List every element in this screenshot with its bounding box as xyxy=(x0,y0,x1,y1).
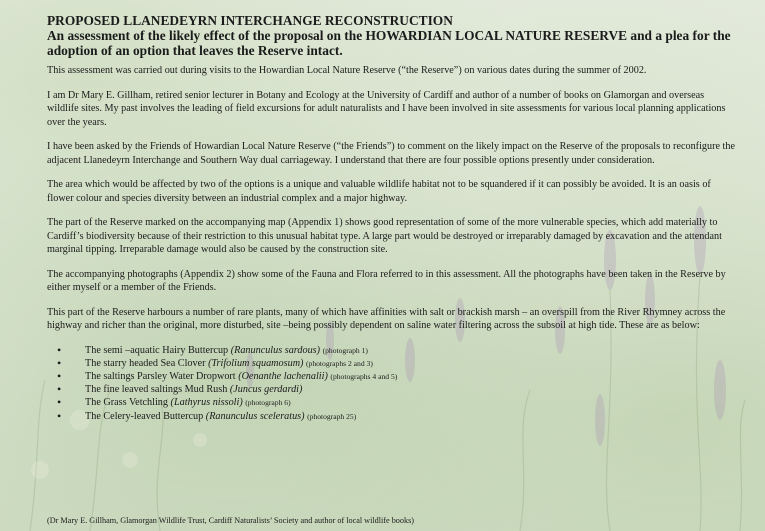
list-item xyxy=(57,383,737,396)
paragraph-friends-request: I have been asked by the Friends of Howardian Local Nature Reserve (“the Friends”) to comment on the likely impact on the Reserve of the proposals to reconfigure the adjacent Llanedeyrn Interchange and Southern Way dual carriageway. I understand that there are four possible options presently under consideration. xyxy=(47,141,735,166)
document-footer-signature: (Dr Mary E. Gillham, Glamorgan Wildlife Trust, Cardiff Naturalists’ Society and author of local wildlife books) xyxy=(47,516,414,525)
species-photo-note: (photograph 25) xyxy=(307,411,357,421)
paragraph-map-appendix: The part of the Reserve marked on the accompanying map (Appendix 1) shows good representation of some of the more vulnerable species, which add materially to Cardiff’s biodiversity because of their restriction to this unusual habitat type. A large part would be destroyed or irreparably damaged by excavation and the attendant marginal tipping. Irreparable damage would also be caused by the construction site. xyxy=(47,217,722,255)
species-common-name: The Celery-leaved Buttercup xyxy=(85,410,204,422)
species-latin-name: (Oenanthe lachenalii) xyxy=(238,370,328,382)
document-body xyxy=(47,13,737,423)
species-latin-name: (Ranunculus sceleratus) xyxy=(205,410,305,422)
species-common-name: The fine leaved saltings Mud Rush xyxy=(85,384,228,396)
paragraph-habitat-value: The area which would be affected by two of the options is a unique and valuable wildlife habitat not to be squandered if it can possibly be avoided. It is an oasis of flower colour and species diversity between an industrial complex and a major highway. xyxy=(47,179,711,204)
list-item xyxy=(57,357,737,370)
paragraph-author-credentials: I am Dr Mary E. Gillham, retired senior lecturer in Botany and Ecology at the University of Cardiff and author of a number of books on Glamorgan and overseas wildlife sites. My past involves the leading of field excursions for adult naturalists and I have been involved in site assessments for various local planning applications over the years. xyxy=(47,89,726,128)
paragraph-rare-plants: This part of the Reserve harbours a number of rare plants, many of which have affinities with salt or brackish marsh – an overspill from the River Rhymney across the highway and richer than the original, more disturbed, site –being possibly dependent on saline water filtering across the subsoil at high tide. These are as below: xyxy=(47,306,726,331)
species-common-name: The Grass Vetchling xyxy=(85,397,168,409)
list-item xyxy=(57,344,737,357)
species-photo-note: (photograph 1) xyxy=(322,345,368,355)
species-list xyxy=(47,344,737,423)
document-title: PROPOSED LLANEDEYRN INTERCHANGE RECONSTRUCTION xyxy=(47,13,453,28)
species-latin-name: (Trifolium squamosum) xyxy=(208,357,304,369)
species-photo-note: (photographs 2 and 3) xyxy=(306,358,373,368)
species-common-name: The starry headed Sea Clover xyxy=(85,357,206,369)
list-item xyxy=(57,410,737,423)
list-item xyxy=(57,370,737,383)
species-common-name: The saltings Parsley Water Dropwort xyxy=(85,370,236,382)
species-latin-name: (Lathyrus nissoli) xyxy=(170,397,243,409)
species-latin-name: (Ranunculus sardous) xyxy=(230,344,321,356)
paragraph-photographs-appendix: The accompanying photographs (Appendix 2) show some of the Fauna and Flora referred to in this assessment. All the photographs have been taken in the Reserve by either myself or a member of the Friends. xyxy=(47,268,726,293)
document-subtitle: An assessment of the likely effect of the proposal on the HOWARDIAN LOCAL NATURE RESERVE and a plea for the adoption of an option that leaves the Reserve intact. xyxy=(47,28,731,58)
list-item xyxy=(57,396,737,409)
paragraph-assessment-dates: This assessment was carried out during visits to the Howardian Local Nature Reserve (“the Reserve”) on various dates during the summer of 2002. xyxy=(47,65,647,76)
species-photo-note: (photograph 6) xyxy=(245,398,291,408)
species-latin-name: (Juncus gerdardi) xyxy=(229,384,303,396)
species-common-name: The semi –aquatic Hairy Buttercup xyxy=(85,344,229,356)
species-photo-note: (photographs 4 and 5) xyxy=(330,371,398,381)
